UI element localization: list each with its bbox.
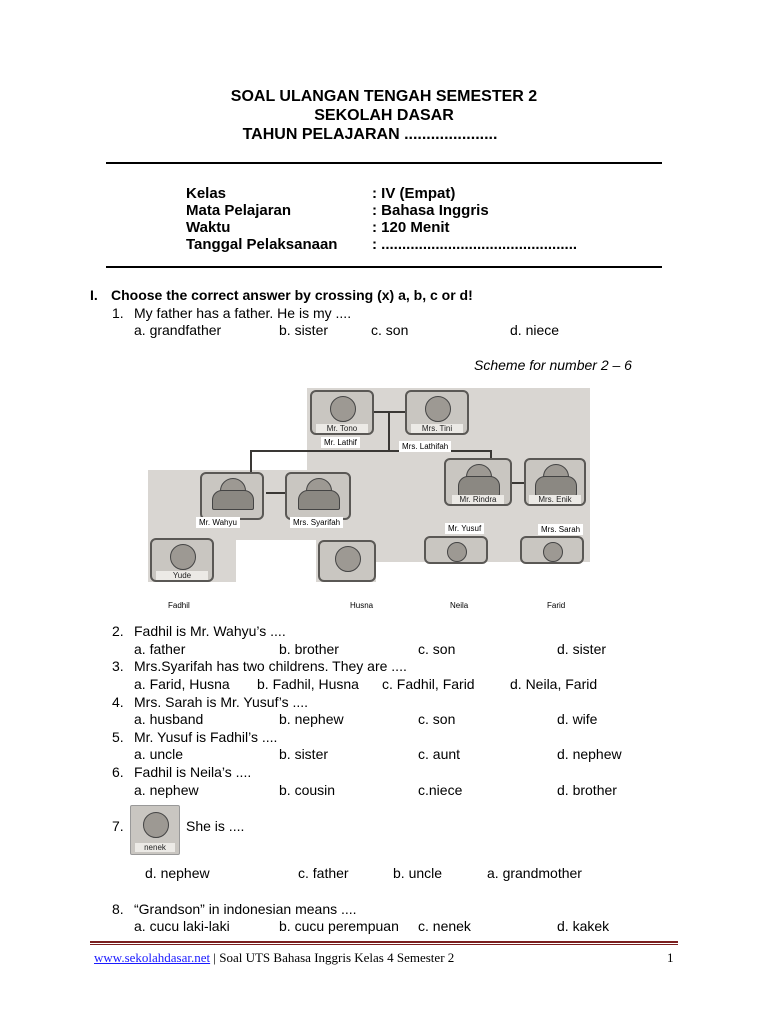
person-face-icon bbox=[330, 396, 356, 422]
person-face-icon bbox=[170, 544, 196, 570]
portrait-plate: Mr. Rindra bbox=[452, 495, 504, 504]
person-body-icon bbox=[212, 490, 254, 510]
connector-line bbox=[388, 411, 390, 451]
portrait-child-neila bbox=[424, 536, 488, 564]
q7-option-1: d. nephew bbox=[145, 865, 210, 881]
grandmother-face-icon bbox=[143, 812, 169, 838]
q1-text: My father has a father. He is my .... bbox=[134, 305, 352, 321]
exam-title: SOAL ULANGAN TENGAH SEMESTER 2 bbox=[230, 88, 538, 105]
info-label-date: Tanggal Pelaksanaan bbox=[186, 236, 338, 253]
q5-number: 5. bbox=[112, 729, 124, 745]
q2-option-c: c. son bbox=[418, 641, 456, 657]
portrait-mrs-enik bbox=[524, 458, 586, 506]
grandmother-picture bbox=[130, 805, 180, 855]
person-face-icon bbox=[447, 542, 467, 562]
q1-option-c: c. son bbox=[371, 322, 409, 338]
q3-option-d: d. Neila, Farid bbox=[510, 676, 598, 692]
q2-option-d: d. sister bbox=[557, 641, 607, 657]
q4-option-b: b. nephew bbox=[279, 711, 344, 727]
child-label-husna: Husna bbox=[350, 601, 374, 610]
q3-text: Mrs.Syarifah has two childrens. They are .... bbox=[134, 658, 407, 674]
q3-option-b: b. Fadhil, Husna bbox=[257, 676, 359, 692]
scheme-note: Scheme for number 2 – 6 bbox=[474, 357, 632, 373]
q6-text: Fadhil is Neila’s .... bbox=[134, 764, 252, 780]
portrait-child-fadhil bbox=[150, 538, 214, 582]
portrait-mr-rindra bbox=[444, 458, 512, 506]
portrait-child-husna bbox=[318, 540, 376, 582]
info-label-kelas: Kelas bbox=[186, 185, 227, 202]
portrait-mr-wahyu bbox=[200, 472, 264, 520]
person-face-icon bbox=[335, 546, 361, 572]
q1-number: 1. bbox=[112, 305, 124, 321]
q7-text: She is .... bbox=[186, 818, 245, 834]
q6-option-c: c.niece bbox=[418, 782, 463, 798]
q3-option-c: c. Fadhil, Farid bbox=[382, 676, 475, 692]
header-rule-bottom bbox=[106, 266, 662, 268]
portrait-mrs-syarifah bbox=[285, 472, 351, 520]
q4-option-c: c. son bbox=[418, 711, 456, 727]
child-label-fadhil: Fadhil bbox=[168, 601, 190, 610]
q5-option-a: a. uncle bbox=[134, 746, 184, 762]
footer-rule bbox=[90, 941, 678, 943]
q2-text: Fadhil is Mr. Wahyu’s .... bbox=[134, 623, 286, 639]
portrait-plate: Mrs. Enik bbox=[529, 495, 581, 504]
portrait-child-farid bbox=[520, 536, 584, 564]
q2-number: 2. bbox=[112, 623, 124, 639]
q4-number: 4. bbox=[112, 694, 124, 710]
q2-option-a: a. father bbox=[134, 641, 186, 657]
person-body-icon bbox=[535, 476, 577, 496]
child-label-farid: Farid bbox=[547, 601, 566, 610]
q1-option-b: b. sister bbox=[279, 322, 329, 338]
q8-number: 8. bbox=[112, 901, 124, 917]
info-value-date: : ............................................... bbox=[372, 236, 578, 253]
portrait-mrs-tini bbox=[405, 390, 469, 435]
portrait-plate: nenek bbox=[135, 843, 175, 852]
label-mrs-lathifah: Mrs. Lathifah bbox=[399, 441, 451, 452]
footer-text bbox=[94, 950, 454, 966]
footer-website-link[interactable]: www.sekolahdasar.net bbox=[94, 950, 211, 965]
q4-text: Mrs. Sarah is Mr. Yusuf’s .... bbox=[134, 694, 309, 710]
q7-option-3: b. uncle bbox=[393, 865, 443, 881]
q5-option-c: c. aunt bbox=[418, 746, 461, 762]
connector-line bbox=[250, 450, 252, 474]
info-value-time: : 120 Menit bbox=[372, 219, 450, 236]
section-instruction: Choose the correct answer by crossing (x) a, b, c or d! bbox=[111, 287, 473, 303]
footer-document-title: | Soal UTS Bahasa Inggris Kelas 4 Semester 2 bbox=[210, 950, 455, 965]
q3-option-a: a. Farid, Husna bbox=[134, 676, 230, 692]
label-mr-wahyu: Mr. Wahyu bbox=[196, 517, 240, 528]
q8-option-a: a. cucu laki-laki bbox=[134, 918, 230, 934]
tree-blank-area bbox=[236, 540, 316, 585]
label-mr-lathif: Mr. Lathif bbox=[321, 437, 360, 448]
section-number: I. bbox=[90, 287, 98, 303]
q6-number: 6. bbox=[112, 764, 124, 780]
q3-number: 3. bbox=[112, 658, 124, 674]
q7-option-4: a. grandmother bbox=[487, 865, 582, 881]
portrait-plate: Yude bbox=[156, 571, 208, 580]
q8-text: “Grandson” in indonesian means .... bbox=[134, 901, 357, 917]
q2-option-b: b. brother bbox=[279, 641, 339, 657]
info-value-subject: : Bahasa Inggris bbox=[372, 202, 489, 219]
q8-option-c: c. nenek bbox=[418, 918, 471, 934]
q7-option-2: c. father bbox=[298, 865, 349, 881]
info-label-subject: Mata Pelajaran bbox=[186, 202, 292, 219]
q5-option-b: b. sister bbox=[279, 746, 329, 762]
q6-option-a: a. nephew bbox=[134, 782, 199, 798]
connector-line bbox=[266, 492, 286, 494]
q6-option-d: d. brother bbox=[557, 782, 617, 798]
child-label-neila: Neila bbox=[450, 601, 469, 610]
connector-line bbox=[512, 482, 524, 484]
footer-rule-thin bbox=[90, 944, 678, 945]
label-mrs-syarifah: Mrs. Syarifah bbox=[290, 517, 343, 528]
portrait-plate: Mrs. Tini bbox=[411, 424, 463, 433]
q5-option-d: d. nephew bbox=[557, 746, 622, 762]
person-face-icon bbox=[543, 542, 563, 562]
info-value-kelas: : IV (Empat) bbox=[372, 185, 456, 202]
q1-option-a: a. grandfather bbox=[134, 322, 222, 338]
q1-option-d: d. niece bbox=[510, 322, 560, 338]
q4-option-a: a. husband bbox=[134, 711, 204, 727]
portrait-plate: Mr. Tono bbox=[316, 424, 368, 433]
header-rule-top bbox=[106, 162, 662, 164]
connector-line bbox=[250, 450, 492, 452]
q8-option-b: b. cucu perempuan bbox=[279, 918, 399, 934]
label-mr-yusuf: Mr. Yusuf bbox=[445, 523, 484, 534]
portrait-mr-tono bbox=[310, 390, 374, 435]
q8-option-d: d. kakek bbox=[557, 918, 610, 934]
q7-number: 7. bbox=[112, 818, 124, 834]
person-body-icon bbox=[458, 476, 500, 496]
person-body-icon bbox=[298, 490, 340, 510]
info-label-time: Waktu bbox=[186, 219, 231, 236]
q5-text: Mr. Yusuf is Fadhil’s .... bbox=[134, 729, 278, 745]
school-level: SEKOLAH DASAR bbox=[314, 107, 454, 124]
q6-option-b: b. cousin bbox=[279, 782, 336, 798]
label-mrs-sarah: Mrs. Sarah bbox=[538, 524, 583, 535]
page-number: 1 bbox=[667, 950, 674, 965]
person-face-icon bbox=[425, 396, 451, 422]
academic-year: TAHUN PELAJARAN ..................... bbox=[242, 126, 498, 143]
q4-option-d: d. wife bbox=[557, 711, 598, 727]
